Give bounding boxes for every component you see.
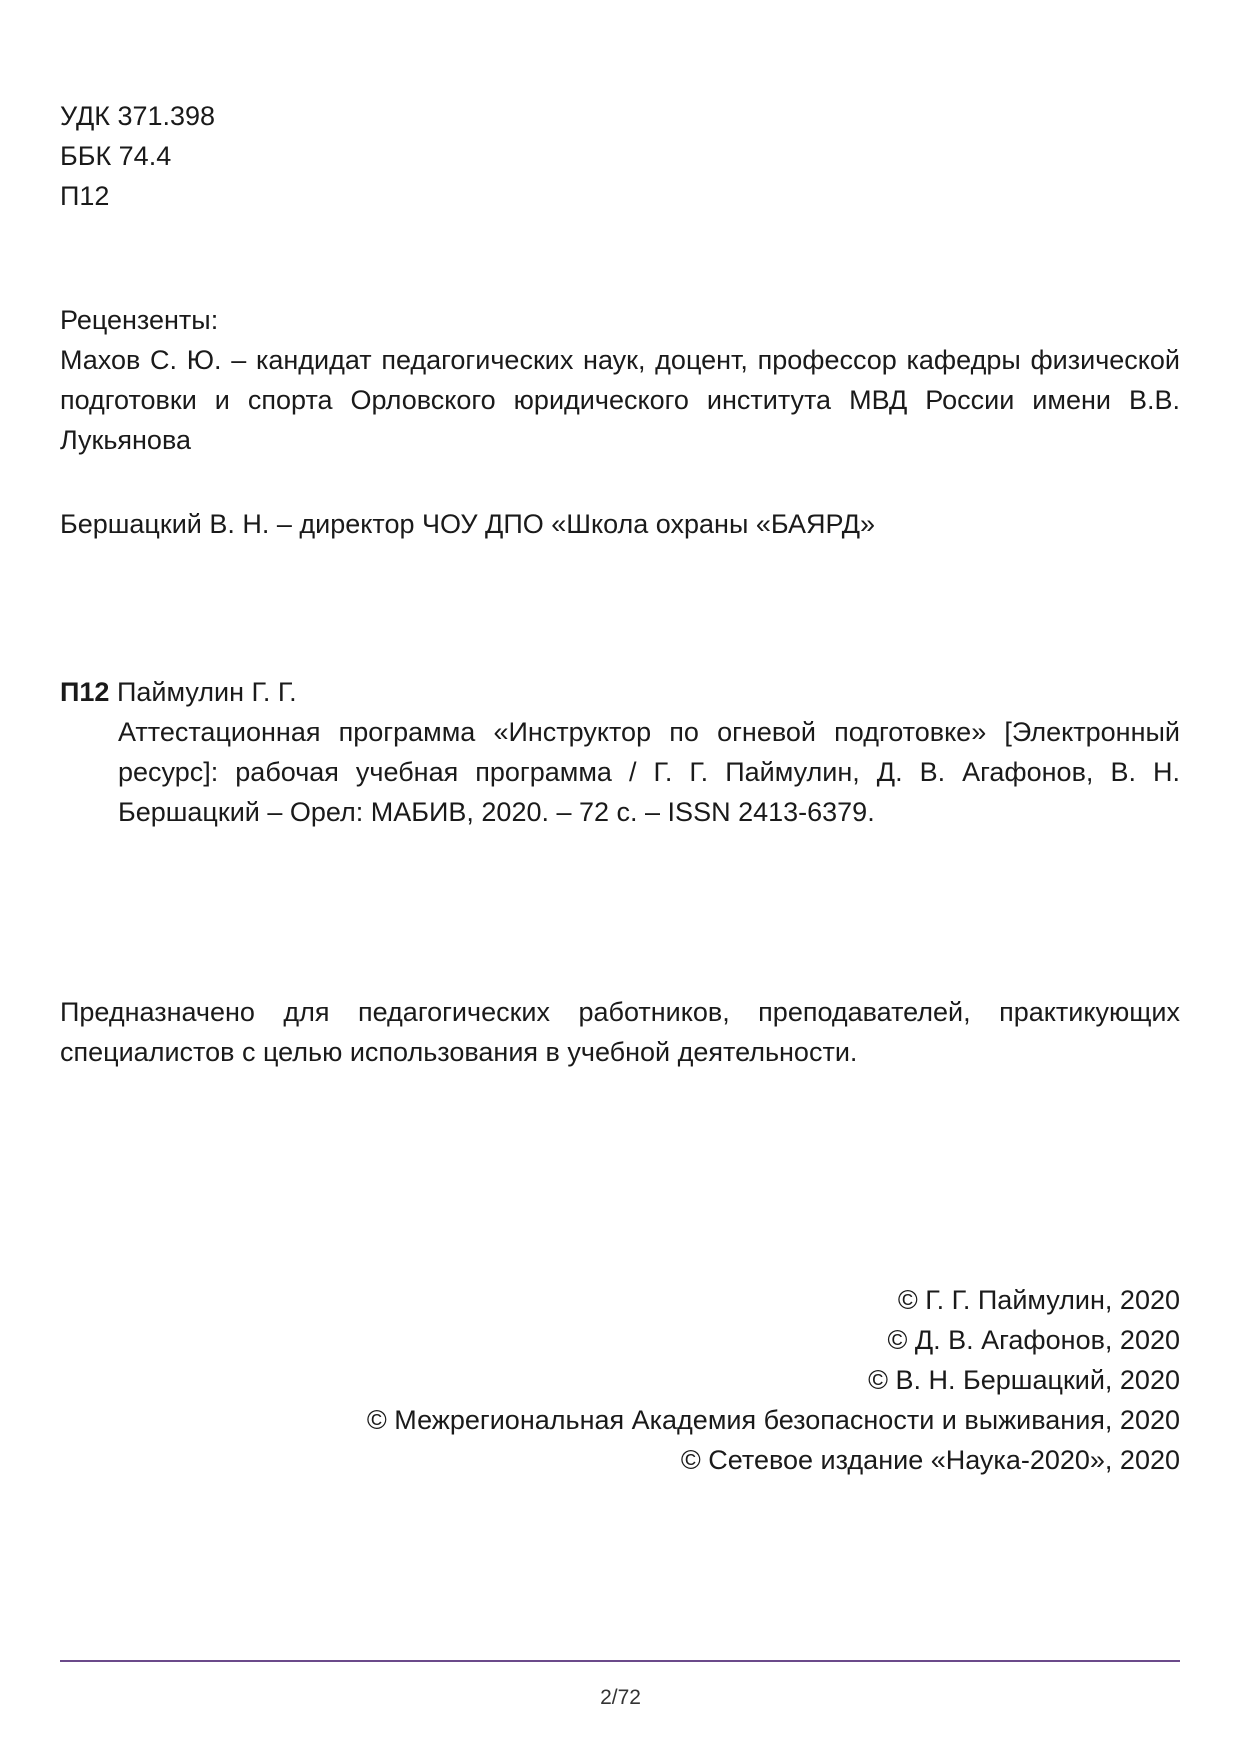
- copyright-line: © Сетевое издание «Наука-2020», 2020: [680, 1445, 1180, 1475]
- udk-code: УДК 371.398: [60, 101, 216, 131]
- bibliographic-description: Аттестационная программа «Инструктор по огневой подготовке» [Электронный ресурс]: рабочая учебная программа / Г. Г. Паймулин, Д. В. Агафонов, В. Н. Бершацкий – Орел: МАБИВ, 2020. – 72 с. – ISSN 2413-6379.: [118, 717, 1180, 827]
- bibliographic-record: [60, 672, 1180, 832]
- bibliographic-code: П12: [60, 677, 110, 707]
- bibliographic-heading: [60, 672, 1180, 712]
- classification-codes: [60, 96, 1180, 216]
- copyright-list: [60, 1280, 1180, 1480]
- reviewer-2: [60, 504, 1180, 544]
- copyright-line: © Д. В. Агафонов, 2020: [887, 1325, 1180, 1355]
- copyright-line: © Г. Г. Паймулин, 2020: [897, 1285, 1180, 1315]
- copyright-line: © Межрегиональная Академия безопасности и выживания, 2020: [366, 1405, 1180, 1435]
- reviewer-2-text: Бершацкий В. Н. – директор ЧОУ ДПО «Школа охраны «БАЯРД»: [60, 509, 876, 539]
- reviewers-heading: Рецензенты:: [60, 305, 219, 335]
- copyright-line: © В. Н. Бершацкий, 2020: [868, 1365, 1180, 1395]
- bbk-code: ББК 74.4: [60, 141, 172, 171]
- reviewers-section: [60, 300, 1180, 460]
- purpose-statement: Предназначено для педагогических работников, преподавателей, практикующих специалистов с целью использования в учебной деятельности.: [60, 997, 1180, 1067]
- footer-divider: [60, 1660, 1180, 1662]
- page-number: 2/72: [600, 1686, 641, 1709]
- bibliographic-author: Паймулин Г. Г.: [116, 677, 297, 707]
- reviewer-1: Махов С. Ю. – кандидат педагогических наук, доцент, профессор кафедры физической подготовки и спорта Орловского юридического института МВД России имени В.В. Лукьянова: [60, 345, 1180, 455]
- author-sign: П12: [60, 181, 110, 211]
